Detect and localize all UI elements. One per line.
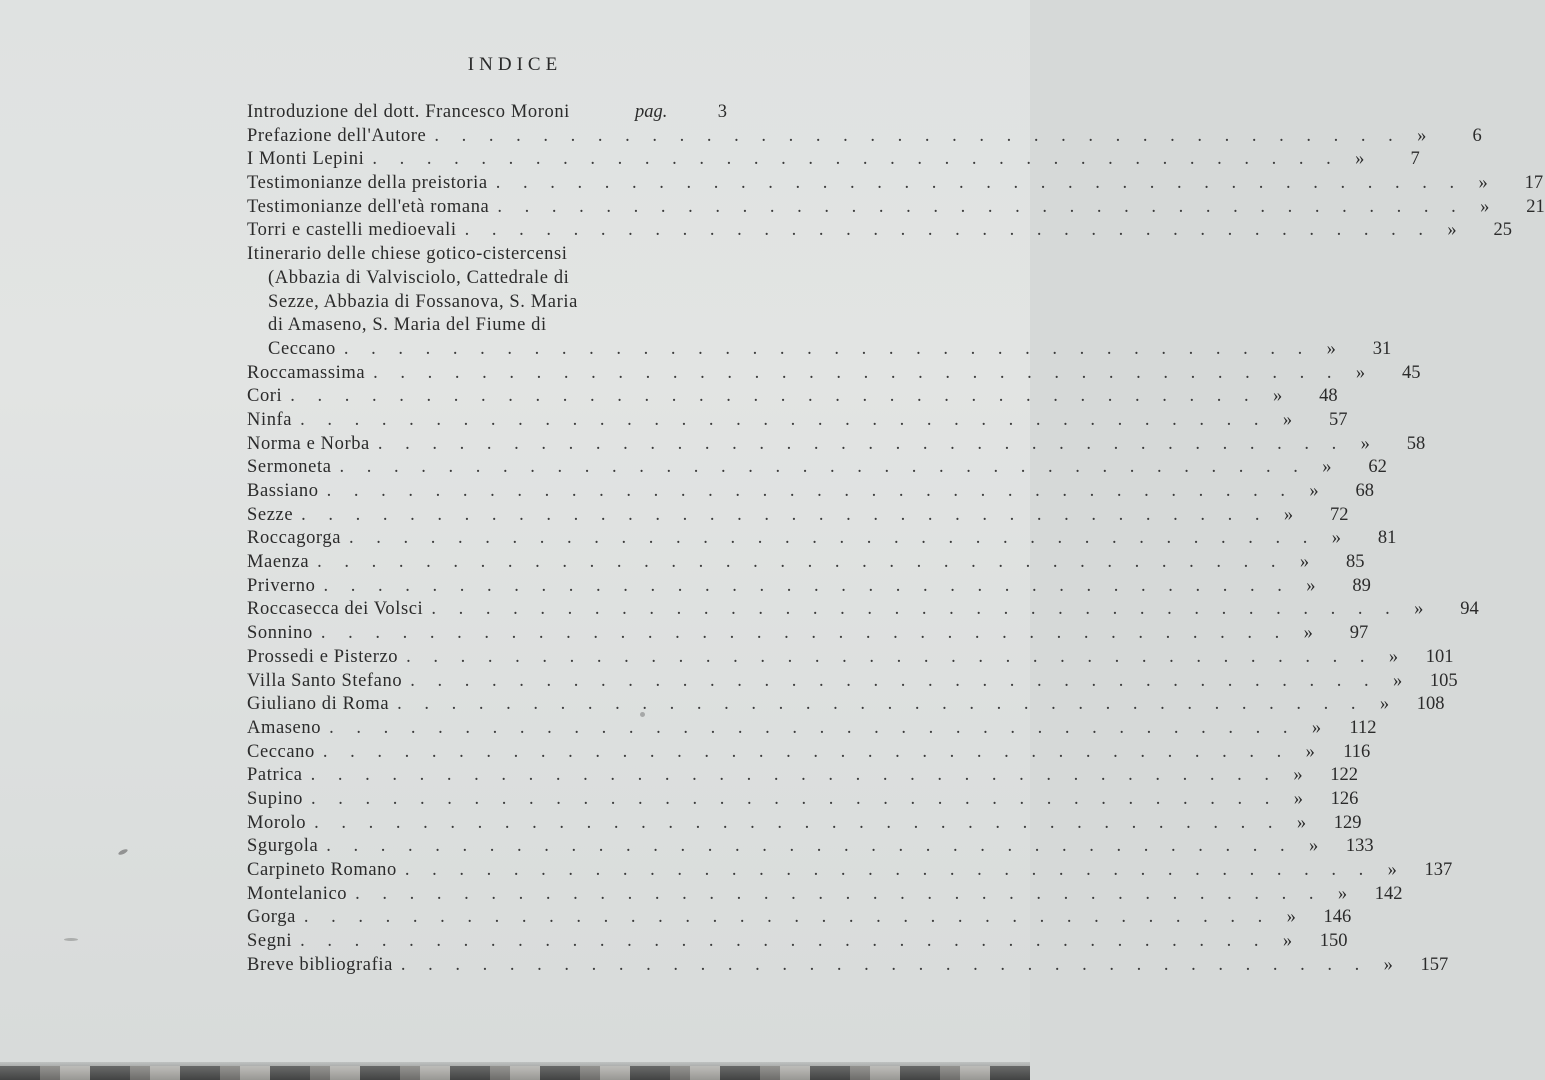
toc-entry	[247, 930, 1348, 954]
toc-entry-last-line: Ceccano	[268, 338, 336, 359]
dot-leader: . . . . . . . . . . . . . . . . . . . . . . . . . . . . . . . . . . . .	[431, 599, 1399, 620]
page-number: 105	[1429, 670, 1458, 691]
dot-leader: . . . . . . . . . . . . . . . . . . . . . . . . . . . . . . . . . . . .	[343, 338, 1312, 359]
page-ref-marker: »	[1337, 883, 1348, 904]
dot-leader: . . . . . . . . . . . . . . . . . . . . . . . . . . . . . . . . . . . .	[404, 860, 1373, 881]
toc-entry-title: Norma e Norba	[247, 433, 370, 454]
toc-entry	[247, 125, 1482, 149]
page-ref-marker: »	[1293, 765, 1303, 786]
toc-entry-title: Villa Santo Stefano	[247, 670, 403, 691]
page-number: 31	[1372, 338, 1392, 359]
toc-entry	[247, 906, 1352, 930]
dot-leader: . . . . . . . . . . . . . . . . . . . . . . . . . . . . . . . . . . . .	[372, 149, 1340, 170]
page-number: 146	[1323, 907, 1352, 928]
table-of-contents	[247, 101, 1545, 977]
dot-leader: . . . . . . . . . . . . . . . . . . . . . . . . . . . . . . . . . . . .	[373, 362, 1341, 383]
toc-entry	[247, 219, 1512, 243]
toc-entry-continuation: (Abbazia di Valvisciolo, Cattedrale di	[268, 267, 570, 288]
page-ref-marker: »	[1309, 481, 1319, 502]
toc-entry-title: Patrica	[247, 765, 303, 786]
toc-entry-title: Morolo	[247, 812, 307, 833]
toc-entry-title: Breve bibliografia	[247, 954, 393, 975]
toc-entry-title: Gorga	[247, 907, 296, 928]
toc-entry	[247, 409, 1348, 433]
page-ref-marker: »	[1296, 812, 1307, 833]
toc-entry	[247, 859, 1453, 883]
dot-leader: . . . . . . . . . . . . . . . . . . . . . . . . . . . . . . . . . . . .	[355, 883, 1323, 904]
paper-speck	[640, 712, 645, 717]
dot-leader: . . . . . . . . . . . . . . . . . . . . . . . . . . . . . . . . . . . .	[323, 575, 1291, 596]
page-number: 129	[1333, 812, 1362, 833]
page-ref-marker: »	[1383, 954, 1393, 975]
dot-leader: . . . . . . . . . . . . . . . . . . . . . . . . . . . . . . . . . . . .	[310, 765, 1278, 786]
toc-entry	[247, 551, 1365, 575]
page-number: 137	[1424, 860, 1453, 881]
toc-entry	[247, 504, 1349, 528]
toc-entry	[247, 835, 1374, 859]
page-number: 6	[1472, 125, 1482, 146]
toc-entry-title: Roccamassima	[247, 362, 366, 383]
toc-entry	[247, 764, 1358, 788]
toc-entry-title: Supino	[247, 788, 304, 809]
page-ref-marker: »	[1326, 338, 1336, 359]
dot-leader: . . . . . . . . . . . . . . . . . . . . . . . . . . . . . . . . . . . .	[339, 457, 1307, 478]
page-ref-marker: pag.	[635, 102, 668, 122]
page-bottom-edge	[0, 1066, 1030, 1080]
toc-entry-title: Prefazione dell'Autore	[247, 125, 427, 146]
toc-entry	[247, 670, 1458, 694]
page-number: 48	[1319, 386, 1338, 407]
page-ref-marker: »	[1299, 552, 1310, 573]
page-ref-marker: »	[1414, 599, 1424, 620]
page-ref-marker: »	[1309, 836, 1319, 857]
dot-leader: . . . . . . . . . . . . . . . . . . . . . . . . . . . . . . . . . . . .	[406, 646, 1374, 667]
dot-leader: . . . . . . . . . . . . . . . . . . . . . . . . . . . . . . . . . . . .	[329, 717, 1297, 738]
page-number: 157	[1420, 954, 1449, 975]
toc-entry-title: Testimonianze della preistoria	[247, 173, 488, 194]
dot-leader: . . . . . . . . . . . . . . . . . . . . . . . . . . . . . . . . . . . .	[314, 812, 1282, 833]
toc-entry-title: I Monti Lepini	[247, 149, 365, 170]
page-ref-marker: »	[1417, 125, 1427, 146]
dot-leader: . . . . . . . . . . . . . . . . . . . . . . . . . . . . . . . . . . . .	[320, 623, 1289, 644]
toc-entry	[247, 196, 1545, 220]
page-number: 72	[1330, 504, 1349, 525]
toc-entry-title: Amaseno	[247, 717, 322, 738]
dot-leader: . . . . . . . . . . . . . . . . . . . . . . . . . . . . . . . . . . . .	[497, 196, 1465, 217]
page-number: 112	[1349, 717, 1377, 738]
toc-entry-title: Maenza	[247, 552, 310, 573]
page-number: 68	[1355, 481, 1374, 502]
page-ref-marker: »	[1273, 386, 1283, 407]
page-number: 150	[1319, 931, 1348, 952]
toc-entry	[247, 622, 1369, 646]
toc-entry-title: Priverno	[247, 575, 316, 596]
page-ref-marker: »	[1387, 860, 1397, 881]
toc-entry-title: Testimonianze dell'età romana	[247, 196, 490, 217]
dot-leader: . . . . . . . . . . . . . . . . . . . . . . . . . . . . . . . . . . . .	[434, 125, 1402, 146]
toc-entry-title: Sermoneta	[247, 457, 332, 478]
toc-entry	[247, 243, 1392, 361]
page-number: 7	[1410, 149, 1420, 170]
paper-speck	[118, 848, 129, 856]
page-ref-marker: »	[1379, 694, 1390, 715]
page-ref-marker: »	[1388, 646, 1399, 667]
toc-entry-title: Prossedi e Pisterzo	[247, 646, 399, 667]
page-ref-marker: »	[1360, 433, 1370, 454]
toc-entry	[247, 788, 1359, 812]
toc-entry-title: Carpineto Romano	[247, 860, 397, 881]
dot-leader: . . . . . . . . . . . . . . . . . . . . . . . . . . . . . . . . . . . .	[349, 528, 1317, 549]
dot-leader: . . . . . . . . . . . . . . . . . . . . . . . . . . . . . . . . . . . .	[317, 552, 1285, 573]
toc-entry-title: Itinerario delle chiese gotico-cistercensi	[247, 244, 568, 265]
dot-leader: . . . . . . . . . . . . . . . . . . . . . . . . . . . . . . . . . . . .	[397, 694, 1365, 715]
toc-entry-title: Torri e castelli medioevali	[247, 220, 457, 241]
page-ref-marker: »	[1282, 409, 1293, 430]
dot-leader: . . . . . . . . . . . . . . . . . . . . . . . . . . . . . . . . . . . .	[326, 836, 1294, 857]
index-title: INDICE	[467, 54, 563, 75]
toc-entry	[247, 954, 1449, 978]
toc-entry	[247, 433, 1426, 457]
dot-leader: . . . . . . . . . . . . . . . . . . . . . . . . . . . . . . . . . . . .	[322, 741, 1291, 762]
toc-entry-continuation: di Amaseno, S. Maria del Fiume di	[268, 315, 547, 336]
page-ref-marker: »	[1303, 623, 1313, 644]
page-number: 97	[1349, 623, 1369, 644]
page-ref-marker: »	[1282, 931, 1293, 952]
page-ref-marker: »	[1331, 528, 1342, 549]
toc-entry	[247, 456, 1387, 480]
dot-leader: . . . . . . . . . . . . . . . . . . . . . . . . . . . . . . . . . . . .	[400, 954, 1369, 975]
page-ref-marker: »	[1311, 717, 1322, 738]
page-number: 25	[1493, 220, 1512, 241]
page-number: 21	[1526, 196, 1545, 217]
toc-entry-title: Sezze	[247, 504, 294, 525]
toc-entry	[247, 812, 1362, 836]
toc-entry-title: Roccagorga	[247, 528, 342, 549]
dot-leader: . . . . . . . . . . . . . . . . . . . . . . . . . . . . . . . . . . . .	[495, 173, 1464, 194]
toc-entry-title: Giuliano di Roma	[247, 694, 390, 715]
page-number: 3	[717, 102, 727, 122]
dot-leader: . . . . . . . . . . . . . . . . . . . . . . . . . . . . . . . . . . . .	[303, 907, 1272, 928]
toc-entry-title: Ceccano	[247, 741, 315, 762]
page-ref-marker: »	[1355, 362, 1366, 383]
page-ref-marker: »	[1283, 504, 1294, 525]
page-number: 108	[1416, 694, 1445, 715]
toc-entry	[247, 693, 1445, 717]
toc-entry	[247, 527, 1397, 551]
page-ref-marker: »	[1478, 173, 1488, 194]
toc-entry-title: Sonnino	[247, 623, 313, 644]
page-number: 45	[1402, 362, 1421, 383]
toc-entry-title: Segni	[247, 931, 293, 952]
page-number: 81	[1377, 528, 1397, 549]
page-number: 17	[1524, 173, 1544, 194]
page-ref-marker: »	[1286, 907, 1296, 928]
toc-entry-title: Introduzione del dott. Francesco Moroni	[247, 102, 570, 122]
toc-entry	[247, 101, 727, 125]
page-number: 58	[1406, 433, 1426, 454]
dot-leader: . . . . . . . . . . . . . . . . . . . . . . . . . . . . . . . . . . . .	[464, 220, 1432, 241]
page-number: 122	[1330, 765, 1358, 786]
toc-entry	[247, 646, 1454, 670]
toc-entry	[247, 598, 1479, 622]
toc-entry	[247, 362, 1421, 386]
toc-entry-title: Roccasecca dei Volsci	[247, 599, 424, 620]
dot-leader: . . . . . . . . . . . . . . . . . . . . . . . . . . . . . . . . . . . .	[326, 481, 1294, 502]
toc-entry	[247, 148, 1420, 172]
toc-entry-title: Ninfa	[247, 409, 293, 430]
dot-leader: . . . . . . . . . . . . . . . . . . . . . . . . . . . . . . . . . . . .	[410, 670, 1378, 691]
toc-entry	[247, 575, 1371, 599]
toc-entry-title: Bassiano	[247, 481, 319, 502]
page-number: 57	[1329, 409, 1348, 430]
toc-entry-title: Montelanico	[247, 883, 348, 904]
page-ref-marker: »	[1355, 149, 1365, 170]
page-number: 142	[1374, 883, 1403, 904]
page-ref-marker: »	[1305, 741, 1315, 762]
page-number: 89	[1352, 575, 1371, 596]
dot-leader: . . . . . . . . . . . . . . . . . . . . . . . . . . . . . . . . . . . .	[377, 433, 1346, 454]
toc-entry	[247, 717, 1377, 741]
page-number: 126	[1330, 788, 1359, 809]
page-ref-marker: »	[1293, 788, 1304, 809]
toc-entry-continuation: Sezze, Abbazia di Fossanova, S. Maria	[268, 291, 578, 312]
toc-entry	[247, 883, 1403, 907]
page-number: 101	[1425, 646, 1454, 667]
paper-speck	[64, 938, 78, 941]
dot-leader: . . . . . . . . . . . . . . . . . . . . . . . . . . . . . . . . . . . .	[311, 788, 1279, 809]
page-ref-marker: »	[1322, 457, 1332, 478]
page-number: 116	[1343, 741, 1371, 762]
dot-leader: . . . . . . . . . . . . . . . . . . . . . . . . . . . . . . . . . . . .	[301, 504, 1269, 525]
page-ref-marker: »	[1447, 220, 1457, 241]
dot-leader: . . . . . . . . . . . . . . . . . . . . . . . . . . . . . . . . . . . .	[300, 931, 1268, 952]
toc-entry	[247, 480, 1374, 504]
toc-entry	[247, 172, 1544, 196]
page-ref-marker: »	[1392, 670, 1403, 691]
toc-entry	[247, 385, 1338, 409]
page-number: 85	[1346, 552, 1365, 573]
toc-entry	[247, 741, 1371, 765]
page-number: 62	[1368, 457, 1387, 478]
page-number: 94	[1460, 599, 1479, 620]
page-ref-marker: »	[1480, 196, 1490, 217]
page-ref-marker: »	[1306, 575, 1316, 596]
dot-leader: . . . . . . . . . . . . . . . . . . . . . . . . . . . . . . . . . . . .	[290, 386, 1258, 407]
page-number: 133	[1345, 836, 1374, 857]
toc-entry-title: Cori	[247, 386, 283, 407]
dot-leader: . . . . . . . . . . . . . . . . . . . . . . . . . . . . . . . . . . . .	[300, 409, 1268, 430]
toc-entry-title: Sgurgola	[247, 836, 319, 857]
